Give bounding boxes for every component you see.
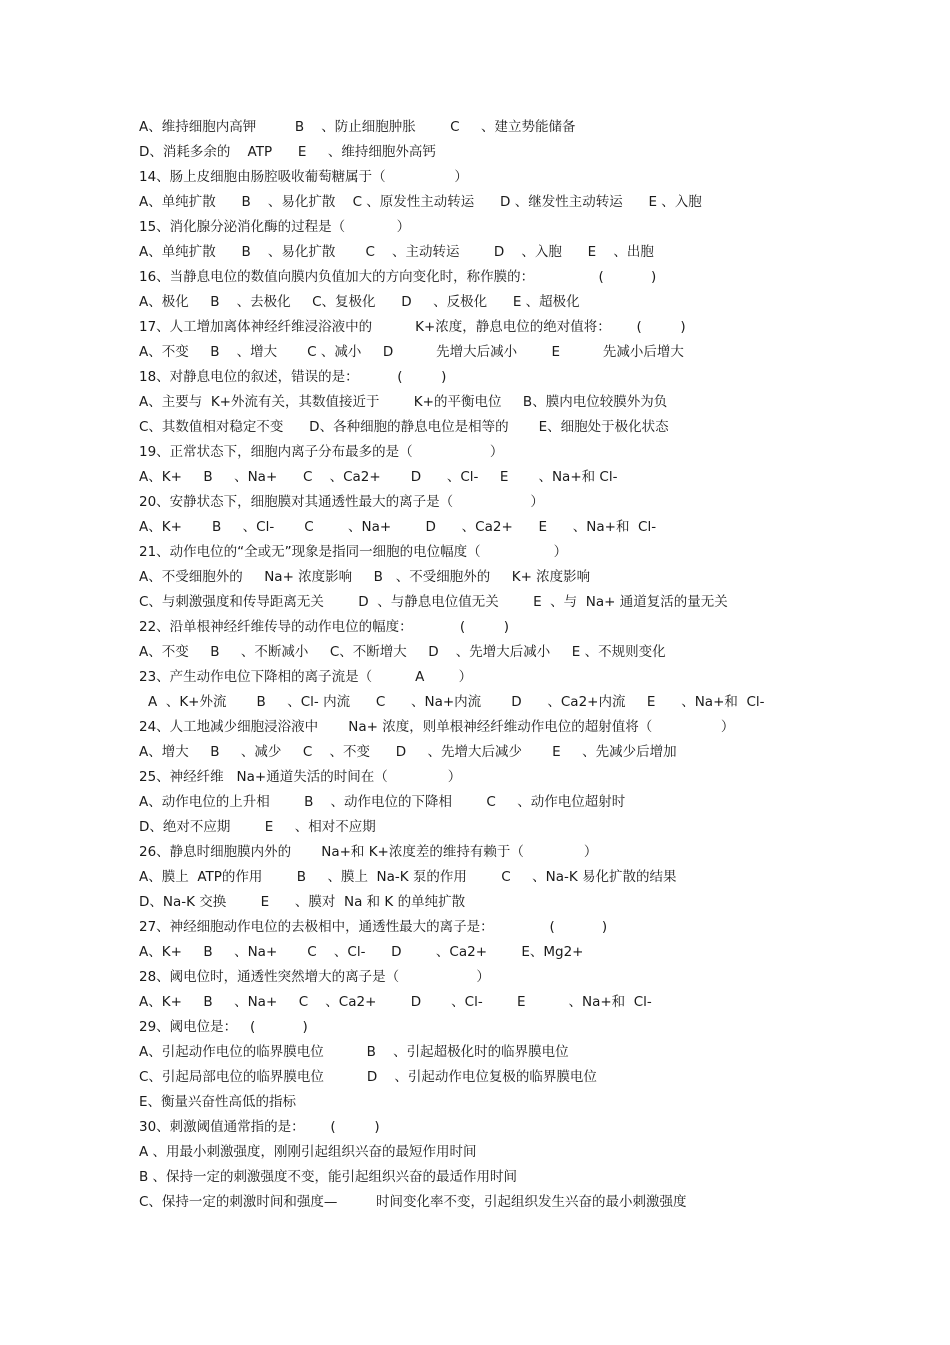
- question-28-stem: 28、阈电位时，通透性突然增大的离子是（ ）: [139, 969, 490, 985]
- text-line: A、K+ B 、Na+ C 、Ca2+ D 、Cl- E 、Na+和 Cl-: [139, 994, 652, 1010]
- text-line: C、与刺激强度和传导距离无关 D 、与静息电位值无关 E 、与 Na+ 通道复活的量无关: [139, 594, 728, 610]
- question-17-stem: 17、人工增加离体神经纤维浸浴液中的 K+浓度，静息电位的绝对值将： ( ): [139, 319, 686, 335]
- text-line: A、单纯扩散 B 、易化扩散 C 、原发性主动转运 D 、继发性主动转运 E 、入胞: [139, 194, 702, 210]
- text-line: B 、保持一定的刺激强度不变，能引起组织兴奋的最适作用时间: [139, 1169, 518, 1185]
- text-line: A 、用最小刺激强度，刚刚引起组织兴奋的最短作用时间: [139, 1144, 477, 1160]
- text-line: E、衡量兴奋性高低的指标: [139, 1094, 297, 1110]
- text-line: A、K+ B 、Na+ C 、Cl- D 、Ca2+ E、Mg2+: [139, 944, 584, 960]
- text-line: D、消耗多余的 ATP E 、维持细胞外高钙: [139, 144, 436, 160]
- question-30-stem: 30、刺激阈值通常指的是： ( ): [139, 1119, 380, 1135]
- question-26-stem: 26、静息时细胞膜内外的 Na+和 K+浓度差的维持有赖于（ ）: [139, 844, 598, 860]
- text-line: A、主要与 K+外流有关，其数值接近于 K+的平衡电位 B、膜内电位较膜外为负: [139, 394, 668, 410]
- text-line: A、K+ B 、Cl- C 、Na+ D 、Ca2+ E 、Na+和 Cl-: [139, 519, 657, 535]
- text-line: D、绝对不应期 E 、相对不应期: [139, 819, 376, 835]
- text-line: A、引起动作电位的临界膜电位 B 、引起超极化时的临界膜电位: [139, 1044, 569, 1060]
- question-25-stem: 25、神经纤维 Na+通道失活的时间在（ ）: [139, 769, 462, 785]
- text-line: D、Na-K 交换 E 、膜对 Na 和 K 的单纯扩散: [139, 894, 466, 910]
- question-22-stem: 22、沿单根神经纤维传导的动作电位的幅度： ( ): [139, 619, 510, 635]
- question-14-stem: 14、肠上皮细胞由肠腔吸收葡萄糖属于（ ）: [139, 169, 468, 185]
- text-line: A、不变 B 、不断减小 C、不断增大 D 、先增大后减小 E 、不规则变化: [139, 644, 666, 660]
- text-line: A、增大 B 、减少 C 、不变 D 、先增大后减少 E 、先减少后增加: [139, 744, 677, 760]
- question-27-stem: 27、神经细胞动作电位的去极相中，通透性最大的离子是： ( ): [139, 919, 608, 935]
- text-line: A、单纯扩散 B 、易化扩散 C 、主动转运 D 、入胞 E 、出胞: [139, 244, 654, 260]
- text-line: C、引起局部电位的临界膜电位 D 、引起动作电位复极的临界膜电位: [139, 1069, 597, 1085]
- text-line: A、膜上 ATP的作用 B 、膜上 Na-K 泵的作用 C 、Na-K 易化扩散的结果: [139, 869, 677, 885]
- question-18-stem: 18、对静息电位的叙述，错误的是： ( ): [139, 369, 447, 385]
- question-21-stem: 21、动作电位的“全或无”现象是指同一细胞的电位幅度（ ）: [139, 544, 568, 560]
- question-20-stem: 20、安静状态下，细胞膜对其通透性最大的离子是（ ）: [139, 494, 544, 510]
- text-line: A、K+ B 、Na+ C 、Ca2+ D 、Cl- E 、Na+和 Cl-: [139, 469, 618, 485]
- text-line: A 、K+外流 B 、Cl- 内流 C 、Na+内流 D 、Ca2+内流 E 、Na+和 Cl-: [148, 694, 765, 710]
- question-23-stem: 23、产生动作电位下降相的离子流是（ A ）: [139, 669, 473, 685]
- text-line: A、动作电位的上升相 B 、动作电位的下降相 C 、动作电位超射时: [139, 794, 626, 810]
- text-line: C、保持一定的刺激时间和强度— 时间变化率不变，引起组织发生兴奋的最小刺激强度: [139, 1194, 687, 1210]
- question-29-stem: 29、阈电位是： ( ): [139, 1019, 308, 1035]
- question-text-block: [139, 115, 929, 1215]
- question-19-stem: 19、正常状态下，细胞内离子分布最多的是（ ）: [139, 444, 504, 460]
- text-line: A、维持细胞内高钾 B 、防止细胞肿胀 C 、建立势能储备: [139, 119, 576, 135]
- question-24-stem: 24、人工地减少细胞浸浴液中 Na+ 浓度，则单根神经纤维动作电位的超射值将（ ）: [139, 719, 735, 735]
- text-line: A、极化 B 、去极化 C、复极化 D 、反极化 E 、超极化: [139, 294, 580, 310]
- text-line: C、其数值相对稳定不变 D、各种细胞的静息电位是相等的 E、细胞处于极化状态: [139, 419, 669, 435]
- text-line: A、不受细胞外的 Na+ 浓度影响 B 、不受细胞外的 K+ 浓度影响: [139, 569, 591, 585]
- question-15-stem: 15、消化腺分泌消化酶的过程是（ ）: [139, 219, 411, 235]
- text-line: A、不变 B 、增大 C 、减小 D 先增大后减小 E 先减小后增大: [139, 344, 684, 360]
- question-16-stem: 16、当静息电位的数值向膜内负值加大的方向变化时，称作膜的： ( ): [139, 269, 657, 285]
